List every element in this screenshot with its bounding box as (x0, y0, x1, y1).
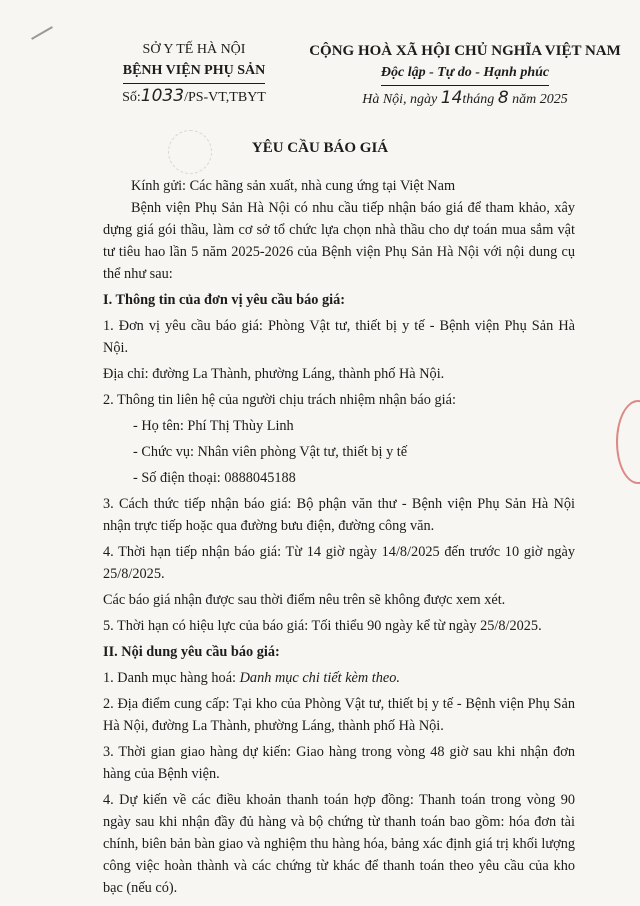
section-2-heading: II. Nội dung yêu cầu báo giá: (103, 644, 280, 660)
contact-role: - Chức vụ: Nhân viên phòng Vật tư, thiết bị y tế (133, 444, 408, 460)
issuer-hospital: BỆNH VIỆN PHỤ SẢN (123, 60, 266, 84)
intro-paragraph: Bệnh viện Phụ Sản Hà Nội có nhu cầu tiếp nhận báo giá để tham khảo, xây dựng giá gói thầu, làm cơ sở tổ chức lựa chọn nhà thầu cho dự toán mua sắm vật tư tiêu hao lần 5 năm 2025-2026 của Bệnh viện Phụ Sản Hà Nội với nội dung cụ thể như sau: (103, 200, 575, 282)
contact-phone: - Số điện thoại: 0888045188 (133, 470, 296, 486)
contact-name: - Họ tên: Phí Thị Thùy Linh (133, 418, 294, 434)
s2-item-1-italic: Danh mục chi tiết kèm theo. (239, 670, 400, 686)
s2-item-1: 1. Danh mục hàng hoá: Danh mục chi tiết kèm theo. (103, 670, 400, 686)
section-1-heading: I. Thông tin của đơn vị yêu cầu báo giá: (103, 292, 346, 308)
document-title: YÊU CẦU BÁO GIÁ (251, 140, 389, 156)
scan-mark (31, 26, 53, 40)
s1-note: Các báo giá nhận được sau thời điểm nêu trên sẽ không được xem xét. (103, 592, 506, 608)
s2-item-2: 2. Địa điểm cung cấp: Tại kho của Phòng Vật tư, thiết bị y tế - Bệnh viện Phụ Sản Hà Nội, đường La Thành, phường Láng, thành phố Hà Nội. (103, 696, 575, 734)
s1-item-5: 5. Thời hạn có hiệu lực của báo giá: Tối thiểu 90 ngày kể từ ngày 25/8/2025. (103, 618, 542, 634)
s2-item-3: 3. Thời gian giao hàng dự kiến: Giao hàng trong vòng 48 giờ sau khi nhận đơn hàng của Bệnh viện. (103, 744, 575, 782)
date-month-handwritten: 8 (497, 88, 509, 108)
document-date: Hà Nội, ngày 14tháng 8 năm 2025 (362, 88, 568, 108)
greeting: Kính gửi: Các hãng sản xuất, nhà cung ứng tại Việt Nam (131, 178, 456, 194)
document-body (103, 175, 575, 899)
s1-item-3: 3. Cách thức tiếp nhận báo giá: Bộ phận văn thư - Bệnh viện Phụ Sản Hà Nội nhận trực tiếp hoặc qua đường bưu điện, đường công văn. (103, 496, 575, 534)
s1-address: Địa chỉ: đường La Thành, phường Láng, thành phố Hà Nội. (103, 366, 445, 382)
s1-item-1: 1. Đơn vị yêu cầu báo giá: Phòng Vật tư, thiết bị y tế - Bệnh viện Phụ Sản Hà Nội. (103, 318, 575, 356)
document-number-handwritten: 1033 (140, 86, 185, 106)
document-number: Số:1033/PS-VT,TBYT (122, 86, 266, 106)
s1-item-2: 2. Thông tin liên hệ của người chịu trách nhiệm nhận báo giá: (103, 392, 456, 408)
national-header (300, 40, 630, 112)
national-title: CỘNG HOÀ XÃ HỘI CHỦ NGHĨA VIỆT NAM (309, 43, 621, 59)
issuer-header (94, 40, 294, 110)
issuer-department: SỞ Y TẾ HÀ NỘI (142, 42, 246, 57)
s2-item-4: 4. Dự kiến về các điều khoản thanh toán hợp đồng: Thanh toán trong vòng 90 ngày sau khi nhận đầy đủ hàng và bộ chứng từ thanh toán bao gồm: hóa đơn tài chính, biên bản bàn giao và nghiệm thu hàng hóa, bảng xác định giá trị khối lượng công việc hoàn thành và các chứng từ khác để thanh toán theo yêu cầu của kho bạc (nếu có). (103, 792, 575, 896)
date-day-handwritten: 14 (440, 88, 463, 108)
red-seal-edge (616, 400, 640, 484)
s1-item-4: 4. Thời hạn tiếp nhận báo giá: Từ 14 giờ ngày 14/8/2025 đến trước 10 giờ ngày 25/8/2025. (103, 544, 575, 582)
national-motto: Độc lập - Tự do - Hạnh phúc (381, 62, 549, 86)
